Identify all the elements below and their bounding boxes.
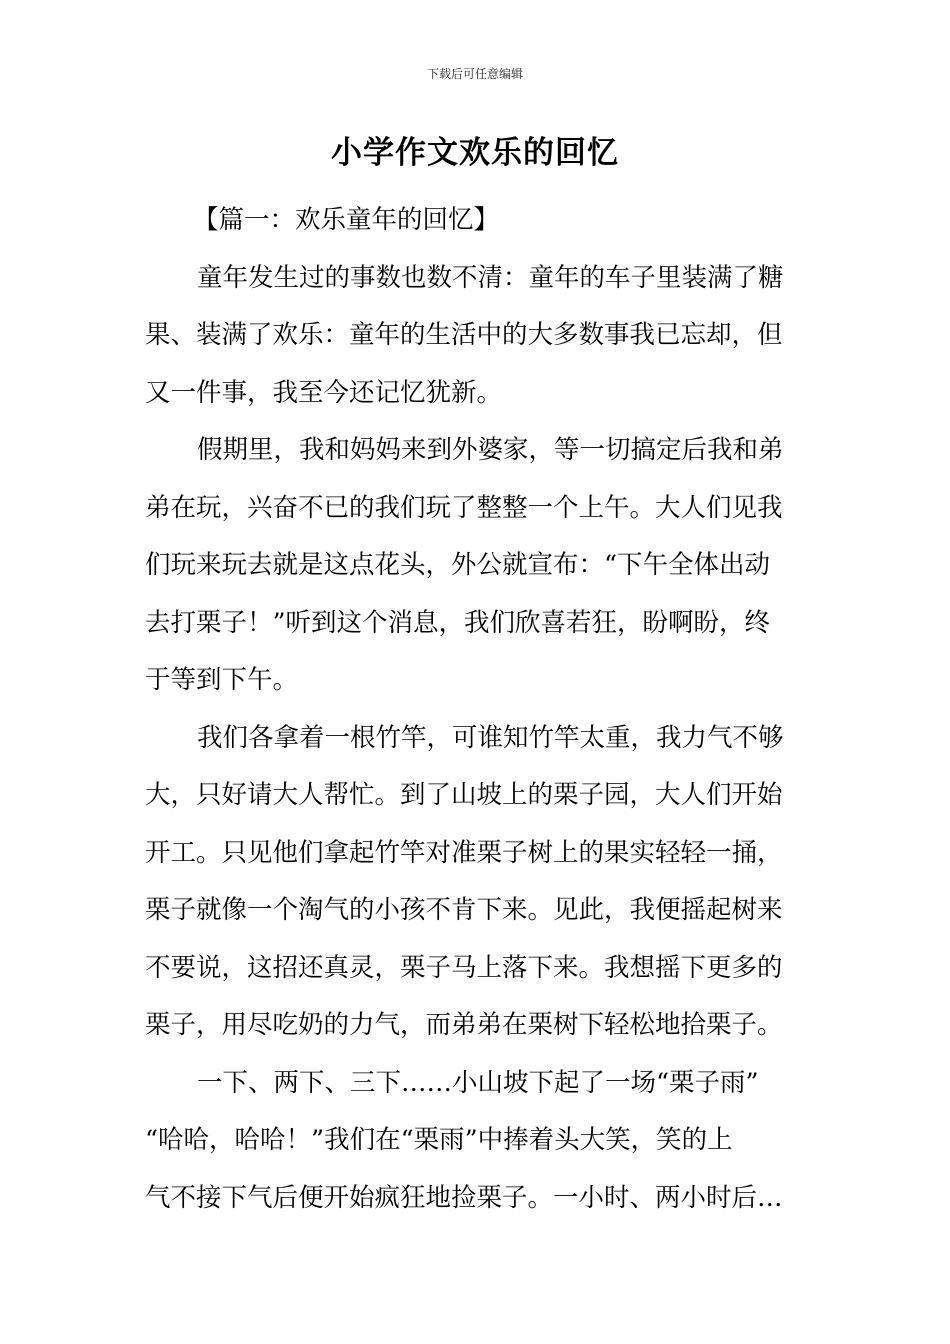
paragraph-line: 一下、两下、三下……小山坡下起了一场“栗子雨” [197, 1067, 759, 1098]
paragraph-line: 栗子，用尽吃奶的力气，而弟弟在栗树下轻松地拾栗子。 [145, 1010, 783, 1040]
paragraph-line: 不要说，这招还真灵，栗子马上落下来。我想摇下更多的 [145, 952, 783, 983]
paragraph-line: 我们各拿着一根竹竿，可谁知竹竿太重，我力气不够 [197, 722, 784, 753]
paragraph-line: 气不接下气后便开始疯狂地捡栗子。一小时、两小时后… [145, 1182, 783, 1213]
paragraph-line: “哈哈，哈哈！”我们在“栗雨”中捧着头大笑，笑的上 [145, 1125, 733, 1155]
paragraph-line: 去打栗子！”听到这个消息，我们欣喜若狂，盼啊盼，终 [145, 607, 771, 638]
paragraph-line: 栗子就像一个淘气的小孩不肯下来。见此，我便摇起树来 [145, 895, 783, 925]
paragraph-line: 童年发生过的事数也数不清：童年的车子里装满了糖 [197, 262, 784, 293]
paragraph-line: 果、装满了欢乐：童年的生活中的大多数事我已忘却，但 [145, 320, 783, 350]
paragraph-line: 开工。只见他们拿起竹竿对准栗子树上的果实轻轻一捅， [145, 837, 783, 868]
paragraph-line: 假期里，我和妈妈来到外婆家，等一切搞定后我和弟 [197, 435, 784, 465]
document-body [145, 192, 807, 1227]
header-note: 下载后可任意编辑 [426, 67, 523, 81]
document-title: 小学作文欢乐的回忆 [331, 135, 619, 171]
section-heading: 【篇一：欢乐童年的回忆】 [193, 205, 500, 235]
paragraph-line: 于等到下午。 [145, 665, 299, 695]
paragraph-line: 弟在玩，兴奋不已的我们玩了整整一个上午。大人们见我 [145, 492, 783, 523]
paragraph-line: 们玩来玩去就是这点花头，外公就宣布：“下午全体出动 [145, 550, 771, 580]
paragraph-line: 大，只好请大人帮忙。到了山坡上的栗子园，大人们开始 [145, 780, 783, 810]
paragraph-line: 又一件事，我至今还记忆犹新。 [145, 377, 503, 408]
